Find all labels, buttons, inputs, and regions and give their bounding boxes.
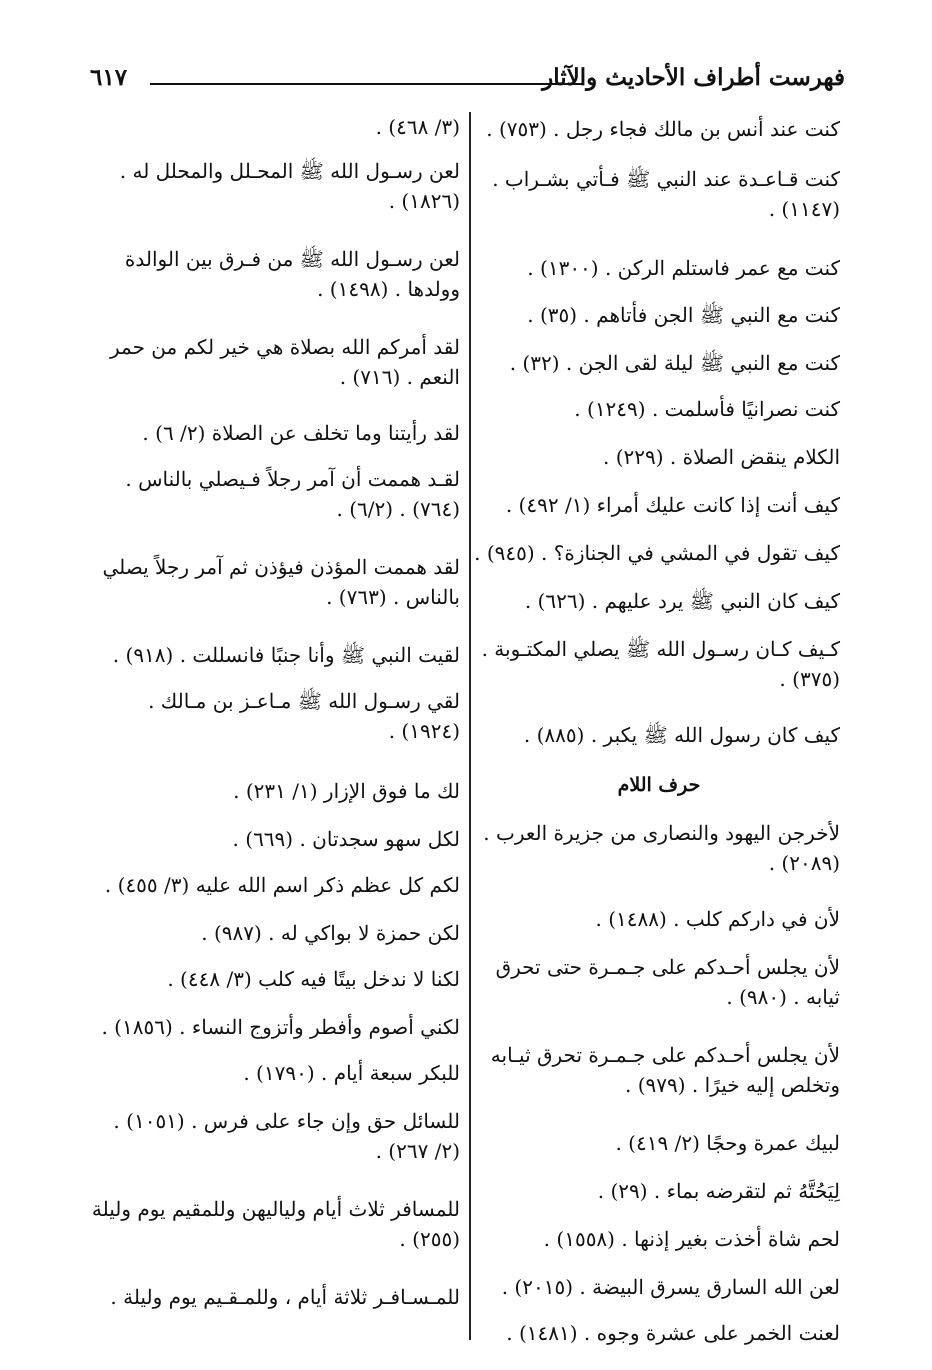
entry-line: (٣/ ٤٦٨) . [375,115,460,139]
index-entry [478,1226,840,1252]
entry-line: كنت مع النبي ﷺ ليلة لقى الجن . (٣٢) . [509,351,840,375]
entry-line: لعن الله السارق يسرق البيضة . (٢٠١٥) . [501,1275,840,1299]
entry-line: للبكر سبعة أيام . (١٧٩٠) . [243,1061,460,1085]
index-entry [98,920,460,946]
index-entry [98,966,460,992]
entry-line: بالناس . (٧٦٣) . [326,585,460,609]
entry-line: لقد أمركم الله بصلاة هي خير لكم من حمر [109,335,460,359]
index-entry [91,1196,460,1252]
entry-line: لعن رسـول الله ﷺ من فـرق بين الوالدة [124,247,460,271]
entry-line: كيف كان النبي ﷺ يرد عليهم . (٦٢٦) . [524,589,840,613]
index-entry [478,1130,840,1156]
index-entry [98,778,460,804]
entry-line: لأخرجن اليهود والنصارى من جزيرة العرب . [483,821,840,845]
entry-line: لقيت النبي ﷺ وأنا جنبًا فانسللت . (٩١٨) . [112,643,460,667]
entry-line: (٣٧٥) . [779,667,840,691]
index-entry [478,166,840,222]
index-entry [478,588,840,614]
index-entry [478,1274,840,1300]
index-entry [98,420,460,446]
index-entry [98,554,460,610]
entry-line: للمسافر ثلاث أيام ولياليهن وللمقيم يوم وليلة [91,1197,460,1221]
entry-line: الكلام ينقض الصلاة . (٢٢٩) . [603,445,840,469]
entry-line: لأن في داركم كلب . (١٤٨٨) . [595,907,840,931]
entry-line: لكن حمزة لا بواكي له . (٩٨٧) . [201,921,460,945]
page-number: ٦١٧ [90,64,128,91]
index-entry [478,1320,840,1346]
entry-line: كنت نصرانيًا فأسلمت . (١٢٤٩) . [574,397,840,421]
header-rule [150,83,583,85]
entry-line: لك ما فوق الإزار (١/ ٢٣١) . [233,779,460,803]
entry-line: كيف كان رسول الله ﷺ يكبر . (٨٨٥) . [523,723,840,747]
index-entry [98,642,460,668]
entry-line: لكل سهو سجدتان . (٦٦٩) . [232,827,460,851]
index-entry [478,1178,840,1204]
entry-line: لعن رسـول الله ﷺ المحـلل والمحلل له . [119,159,460,183]
entry-line: لعنت الخمر على عشرة وجوه . (١٤٨١) . [506,1321,840,1345]
index-entry [474,540,840,566]
index-entry [98,114,460,140]
index-entry [478,492,840,518]
page-header [90,64,845,104]
entry-line: وتخلص إليه خيرًا . (٩٧٩) . [624,1073,840,1097]
index-entry [478,1042,840,1098]
index-entry [478,636,840,692]
entry-line: النعم . (٧١٦) . [339,365,460,389]
entry-line: كنت مع النبي ﷺ الجن فأتاهم . (٣٥) . [527,303,840,327]
entry-line: لقد رأيتنا وما تخلف عن الصلاة (٢/ ٦) . [142,421,460,445]
entry-line: (٢٥٥) . [399,1227,460,1251]
entry-line: (٢٠٨٩) . [768,851,840,875]
entry-line: لكنا لا ندخل بيتًا فيه كلب (٣/ ٤٤٨) . [167,967,460,991]
index-entry [478,255,840,281]
index-entry [478,906,840,932]
index-entry [98,334,460,390]
index-entry [98,1014,460,1040]
entry-line: كـيف كـان رسـول الله ﷺ يصلي المكتـوبة . [481,637,840,661]
entry-line: وولدها . (١٤٩٨) . [317,277,460,301]
entry-line: لقد هممت المؤذن فيؤذن ثم آمر رجلاً يصلي [102,555,460,579]
entry-line: لأن يجلس أحـدكم على جـمـرة حتى تحرق [495,955,840,979]
index-entry [478,350,840,376]
entry-line: لقـد هممت أن آمر رجلاً فـيصلي بالناس . [125,467,460,491]
entry-line: كنت قـاعـدة عند النبي ﷺ فـأتي بشـراب . [492,167,840,191]
entry-line: لكني أصوم وأفطر وأتزوج النساء . (١٨٥٦) . [101,1015,460,1039]
index-entry [478,396,840,422]
entry-line: لحم شاة أخذت بغير إذنها . (١٥٥٨) . [543,1227,840,1251]
entry-line: لِيَحُتَّهُ ثم لتقرضه بماء . (٢٩) . [597,1179,840,1203]
entry-line: لبيك عمرة وحجًا (٢/ ٤١٩) . [615,1131,840,1155]
entry-line: (١٩٢٤) . [388,719,460,743]
index-entry [478,722,840,748]
entry-line: لقي رسـول الله ﷺ مـاعـز بن مـالك . [148,689,460,713]
index-entry [98,688,460,744]
index-entry [98,1108,460,1164]
index-entry [98,246,460,302]
entry-line: لكم كل عظم ذكر اسم الله عليه (٣/ ٤٥٥) . [104,873,460,897]
index-entry [98,872,460,898]
entry-line: كنت عند أنس بن مالك فجاء رجل . (٧٥٣) . [486,117,840,141]
index-entry [478,444,840,470]
index-entry [98,1284,460,1310]
index-entry [478,954,840,1010]
index-entry [478,820,840,876]
entry-line: (٧٦٤) . (٦/٢) . [336,497,460,521]
index-entry [478,116,840,142]
column-divider [469,112,471,1340]
entry-line: كنت مع عمر فاستلم الركن . (١٣٠٠) . [527,256,840,280]
index-entry [98,1060,460,1086]
entry-line: للسائل حق وإن جاء على فرس . (١٠٥١) . [113,1109,460,1133]
index-entry [98,466,460,522]
index-entry [98,826,460,852]
entry-line: كيف أنت إذا كانت عليك أمراء (١/ ٤٩٢) . [505,493,840,517]
entry-line: (١٨٢٦) . [388,189,460,213]
index-entry [478,302,840,328]
entry-line: (٢/ ٢٦٧) . [375,1139,460,1163]
index-entry [98,158,460,214]
running-title: فهرست أطراف الأحاديث والآثار [542,64,845,91]
entry-line: ثيابه . (٩٨٠) . [726,985,840,1009]
entry-line: (١١٤٧) . [768,197,840,221]
section-heading: حرف اللام [617,774,701,796]
entry-line: للمـسـافـر ثلاثة أيام ، وللمـقـيم يوم وليلة . [110,1285,460,1309]
entry-line: كيف تقول في المشي في الجنازة؟ . (٩٤٥) . [474,541,840,565]
entry-line: لأن يجلس أحـدكم على جـمـرة تحرق ثيـابه [490,1043,840,1067]
